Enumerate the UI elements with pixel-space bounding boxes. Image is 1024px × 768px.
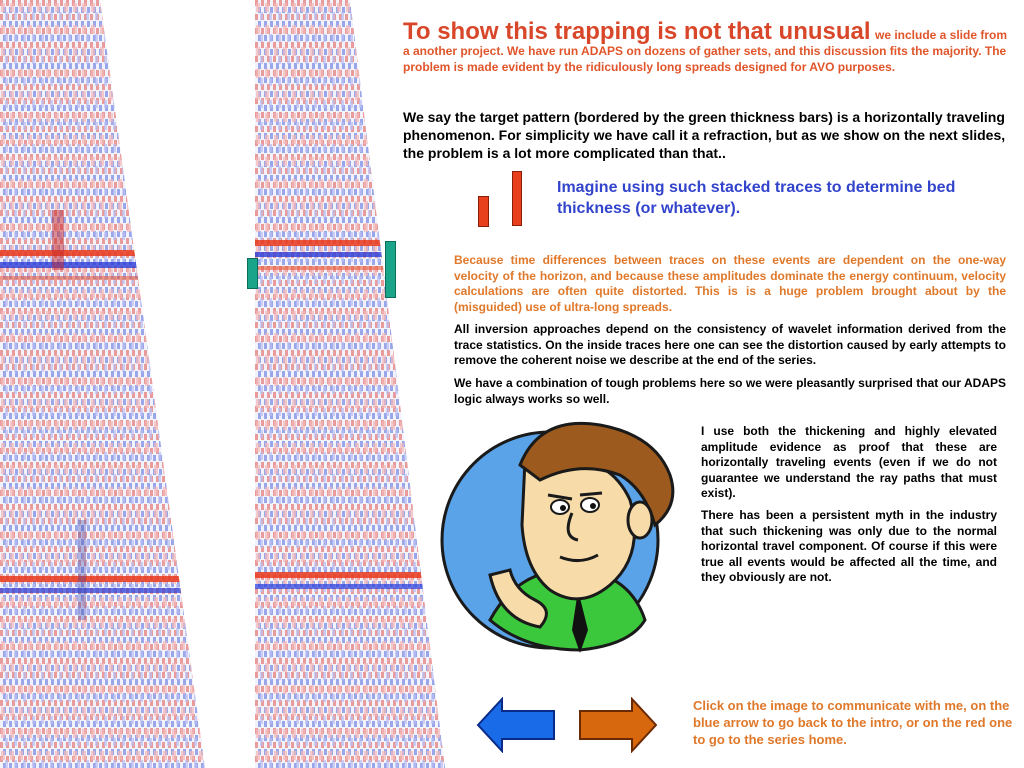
thickness-bar-right (385, 241, 396, 298)
seismic-gather-left-image (0, 0, 205, 768)
thickening-paragraph: I use both the thickening and highly elevated amplitude evidence as proof that these are horizontally traveling events (even if we do not guarantee we understand the ray paths that must exist). (701, 424, 997, 500)
back-arrow-button[interactable] (476, 697, 556, 753)
thinking-man-icon (430, 405, 695, 665)
intro-paragraph: We say the target pattern (bordered by the green thickness bars) is a horizontally traveling phenomenon. For simplicity we have call it a refraction, but as we show on the next slides, the problem is a lot more complicated than that.. (403, 109, 1006, 161)
imagine-text: Imagine using such stacked traces to determine bed thickness (or whatever). (557, 179, 956, 217)
title-subtext: we include a slide from a another project. We have run ADAPS on dozens of gather sets, and this discussion fits the majority. The problem is made evident by the ridiculously long spreads designed for AVO purposes. (403, 28, 1008, 74)
title-block (403, 18, 1015, 75)
velocity-paragraph: Because time differences between traces on these events are dependent on the one-way velocity of the horizon, and because these amplitudes dominate the energy continuum, velocity calculations are often quite distorted. This is is a huge problem brought about by the (misguided) use of ultra-long spreads. (454, 253, 1006, 314)
navigation-instructions: Click on the image to communicate with me, on the blue arrow to go back to the intro, or on the red one to go to the series home. (693, 698, 1013, 747)
red-bar-short (478, 196, 489, 227)
myth-paragraph: There has been a persistent myth in the industry that such thickening was only due to the normal horizontal travel component. Of course if this were true all events would be affected all the time, and they obviously are not. (701, 508, 997, 584)
combination-paragraph: We have a combination of tough problems here so we were pleasantly surprised that our ADAPS logic always works so well. (454, 376, 1006, 406)
thickness-bar-left (247, 258, 258, 289)
seismic-gather-left (0, 0, 205, 768)
thinking-man-cartoon[interactable] (430, 405, 695, 665)
inversion-paragraph: All inversion approaches depend on the consistency of wavelet information derived from the trace statistics. On the inside traces here one can see the distortion caused by early attempts to remove the coherent noise we describe at the end of the series. (454, 322, 1006, 367)
red-bar-tall (512, 171, 522, 226)
blue-left-arrow-icon (476, 697, 556, 753)
page-title: To show this trapping is not that unusual (403, 18, 871, 45)
home-arrow-button[interactable] (578, 697, 658, 753)
orange-right-arrow-icon (578, 697, 658, 753)
